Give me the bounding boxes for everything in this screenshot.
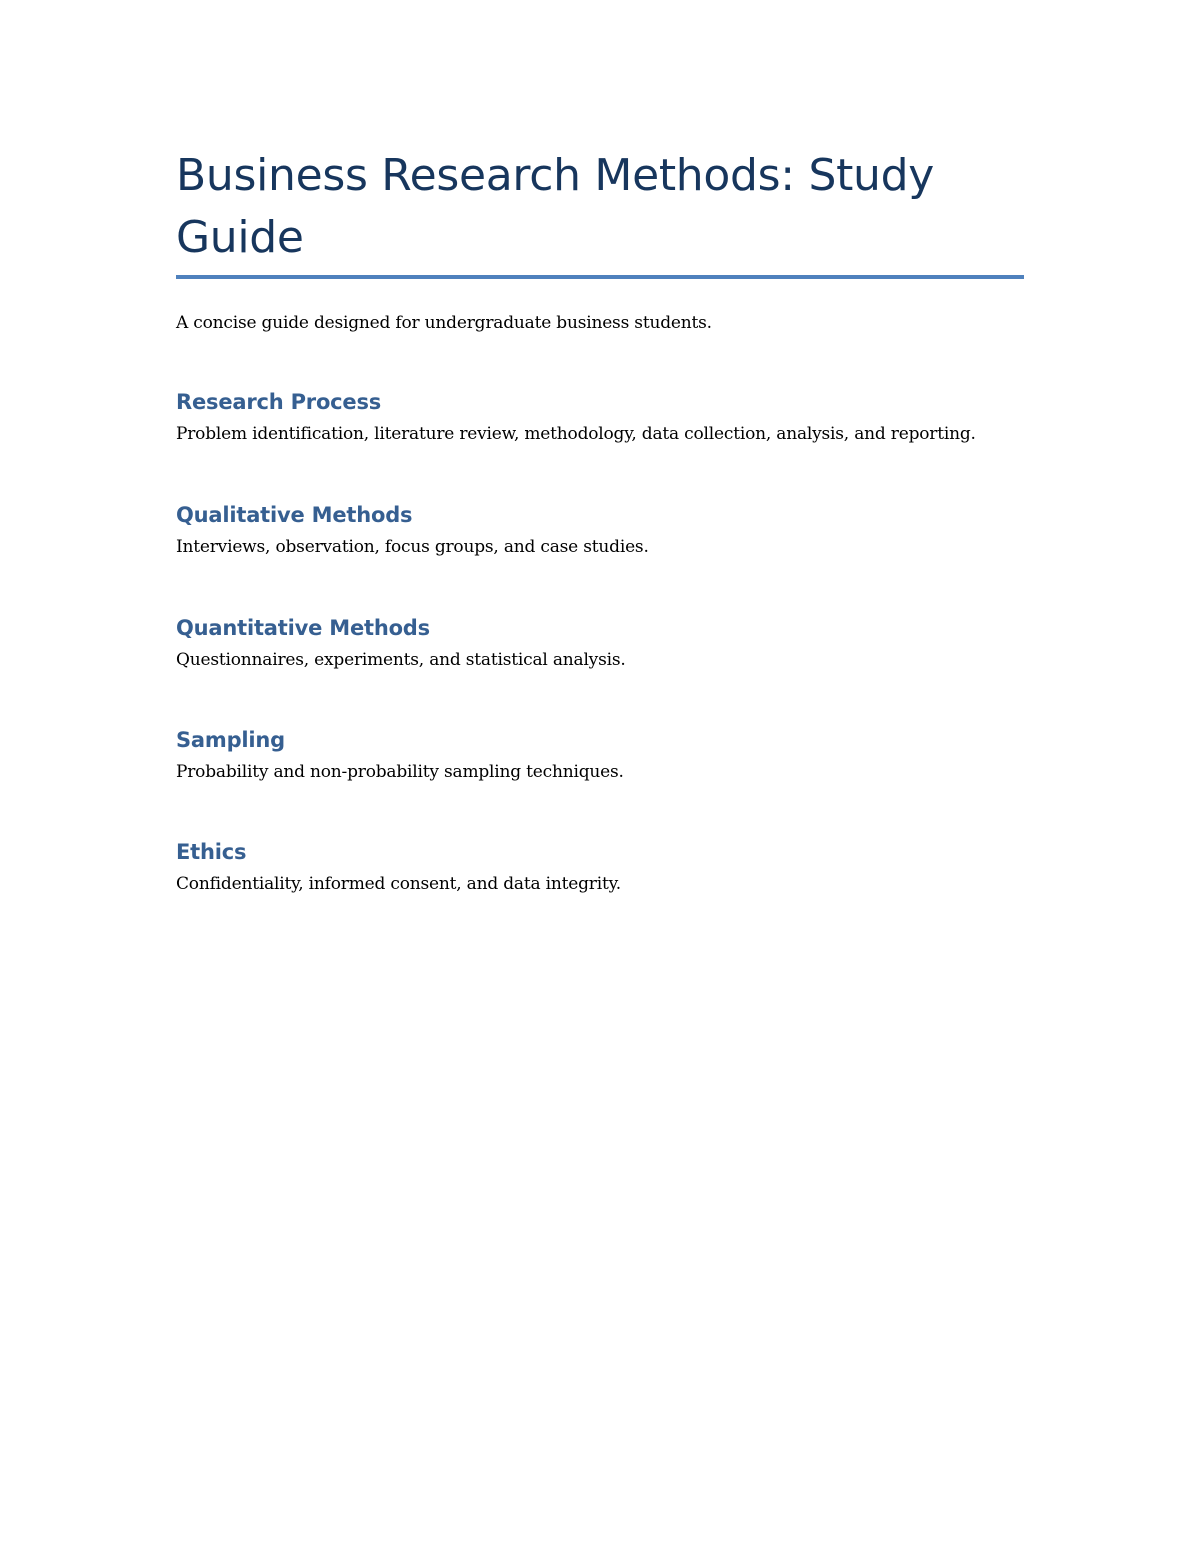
section-sampling [176,725,1024,786]
section-heading: Sampling [176,728,285,752]
section-body: Confidentiality, informed consent, and data integrity. [176,874,621,894]
document-title: Business Research Methods: Study Guide [176,150,935,263]
section-ethics [176,837,1024,898]
section-research-process [176,387,1024,448]
section-heading: Quantitative Methods [176,616,430,640]
section-heading: Ethics [176,840,247,864]
document-content [176,145,1024,898]
section-quantitative-methods [176,613,1024,674]
section-body: Problem identification, literature review, methodology, data collection, analysis, and reporting. [176,424,976,444]
section-body: Interviews, observation, focus groups, and case studies. [176,537,649,557]
section-qualitative-methods [176,500,1024,561]
section-heading: Research Process [176,390,382,414]
section-body: Probability and non-probability sampling techniques. [176,762,624,782]
title-underline-rule [176,275,1024,279]
section-heading: Qualitative Methods [176,503,413,527]
document-subtitle: A concise guide designed for undergraduate business students. [176,313,712,333]
section-body: Questionnaires, experiments, and statistical analysis. [176,650,626,670]
